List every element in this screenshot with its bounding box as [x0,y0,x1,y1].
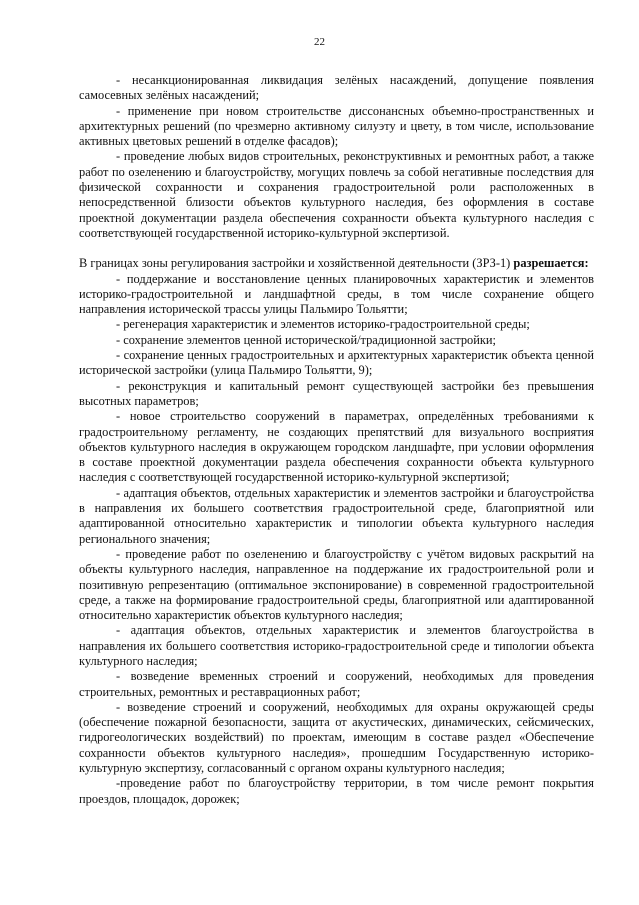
zone-heading [79,256,594,271]
list-item-permitted-11: - возведение строений и сооружений, необходимых для охраны окружающей среды (обеспечение пожарной безопасности, защита от акустических, динамических, сейсмических, гидрогеологических воздействий) по проектам, имеющим в составе раздел «Обеспечение сохранности объектов культурного наследия», прошедшим Государственную историко-культурную экспертизу, согласованный с органом охраны культурного наследия; [79,699,594,776]
list-item-permitted-1: - поддержание и восстановление ценных планировочных характеристик и элементов историко-градостроительной и ландшафтной среды, в том числе сохранение общего направления исторической трассы улицы Пальмиро Тольятти; [79,271,594,317]
list-item-permitted-4: - сохранение ценных градостроительных и архитектурных характеристик объекта ценной исторической застройки (улица Пальмиро Тольятти, 9); [79,348,594,378]
list-item-prohibited-1: - несанкционированная ликвидация зелёных насаждений, допущение появления самосевных зелёных насаждений; [79,73,594,103]
list-item-permitted-5: - реконструкция и капитальный ремонт существующей застройки без превышения высотных параметров; [79,378,594,408]
list-item-permitted-2: - регенерация характеристик и элементов историко-градостроительной среды; [116,317,530,332]
list-item-prohibited-2: - применение при новом строительстве диссонансных объемно-пространственных и архитектурных решений (по чрезмерно активному силуэту и цвету, в том числе, использование активных цветовых решений в отделке фасадов); [79,103,594,149]
zone-heading-text: В границах зоны регулирования застройки и хозяйственной деятельности (ЗРЗ-1) [79,256,511,271]
page-number: 22 [314,36,325,48]
list-item-permitted-9: - адаптация объектов, отдельных характеристик и элементов благоустройства в направления их большего соответствия историко-градостроительной среде и типологии объекта культурного наследия; [79,623,594,668]
list-item-prohibited-3: - проведение любых видов строительных, реконструктивных и ремонтных работ, а также работ по озеленению и благоустройству, могущих повлечь за собой негативные последствия для физической сохранности и сохранения градостроительной роли расположенных в непосредственной близости объектов культурного наследия, без оформления в составе проектной документации раздела обеспечения сохранности объекта культурного наследия с соответствующей государственной историко-культурной экспертизой. [79,149,594,240]
list-item-permitted-10: - возведение временных строений и сооружений, необходимых для проведения строительных, ремонтных и реставрационных работ; [79,669,594,699]
list-item-permitted-8: - проведение работ по озеленению и благоустройству с учётом видовых раскрытий на объекты культурного наследия, направленное на поддержание их градостроительной роли и позитивную репрезентацию (оптимальное экспонирование) в современной градостроительной среде, а также на формирование градостроительной среды, благоприятной или адаптированной относительно характеристик объектов культурного наследия; [79,546,594,623]
list-item-permitted-12: -проведение работ по благоустройству территории, в том числе ремонт покрытия проездов, площадок, дорожек; [79,776,594,806]
list-item-permitted-7: - адаптация объектов, отдельных характеристик и элементов застройки и благоустройства в направления их большего соответствия градостроительной среде, благоприятной или адаптированной относительно характеристик и типологии объекта культурного наследия регионального значения; [79,485,594,546]
page-body [79,73,594,807]
list-item-permitted-3: - сохранение элементов ценной исторической/традиционной застройки; [116,332,496,347]
zone-heading-bold: разрешается: [513,256,589,271]
list-item-permitted-6: - новое строительство сооружений в параметрах, определённых требованиями к градостроительному регламенту, не создающих препятствий для визуального восприятия объектов культурного наследия в окружающем городском ландшафте, при условии оформления в составе проектной документации раздела обеспечения сохранности объекта культурного наследия с соответствующей государственной историко-культурной экспертизой; [79,409,594,485]
